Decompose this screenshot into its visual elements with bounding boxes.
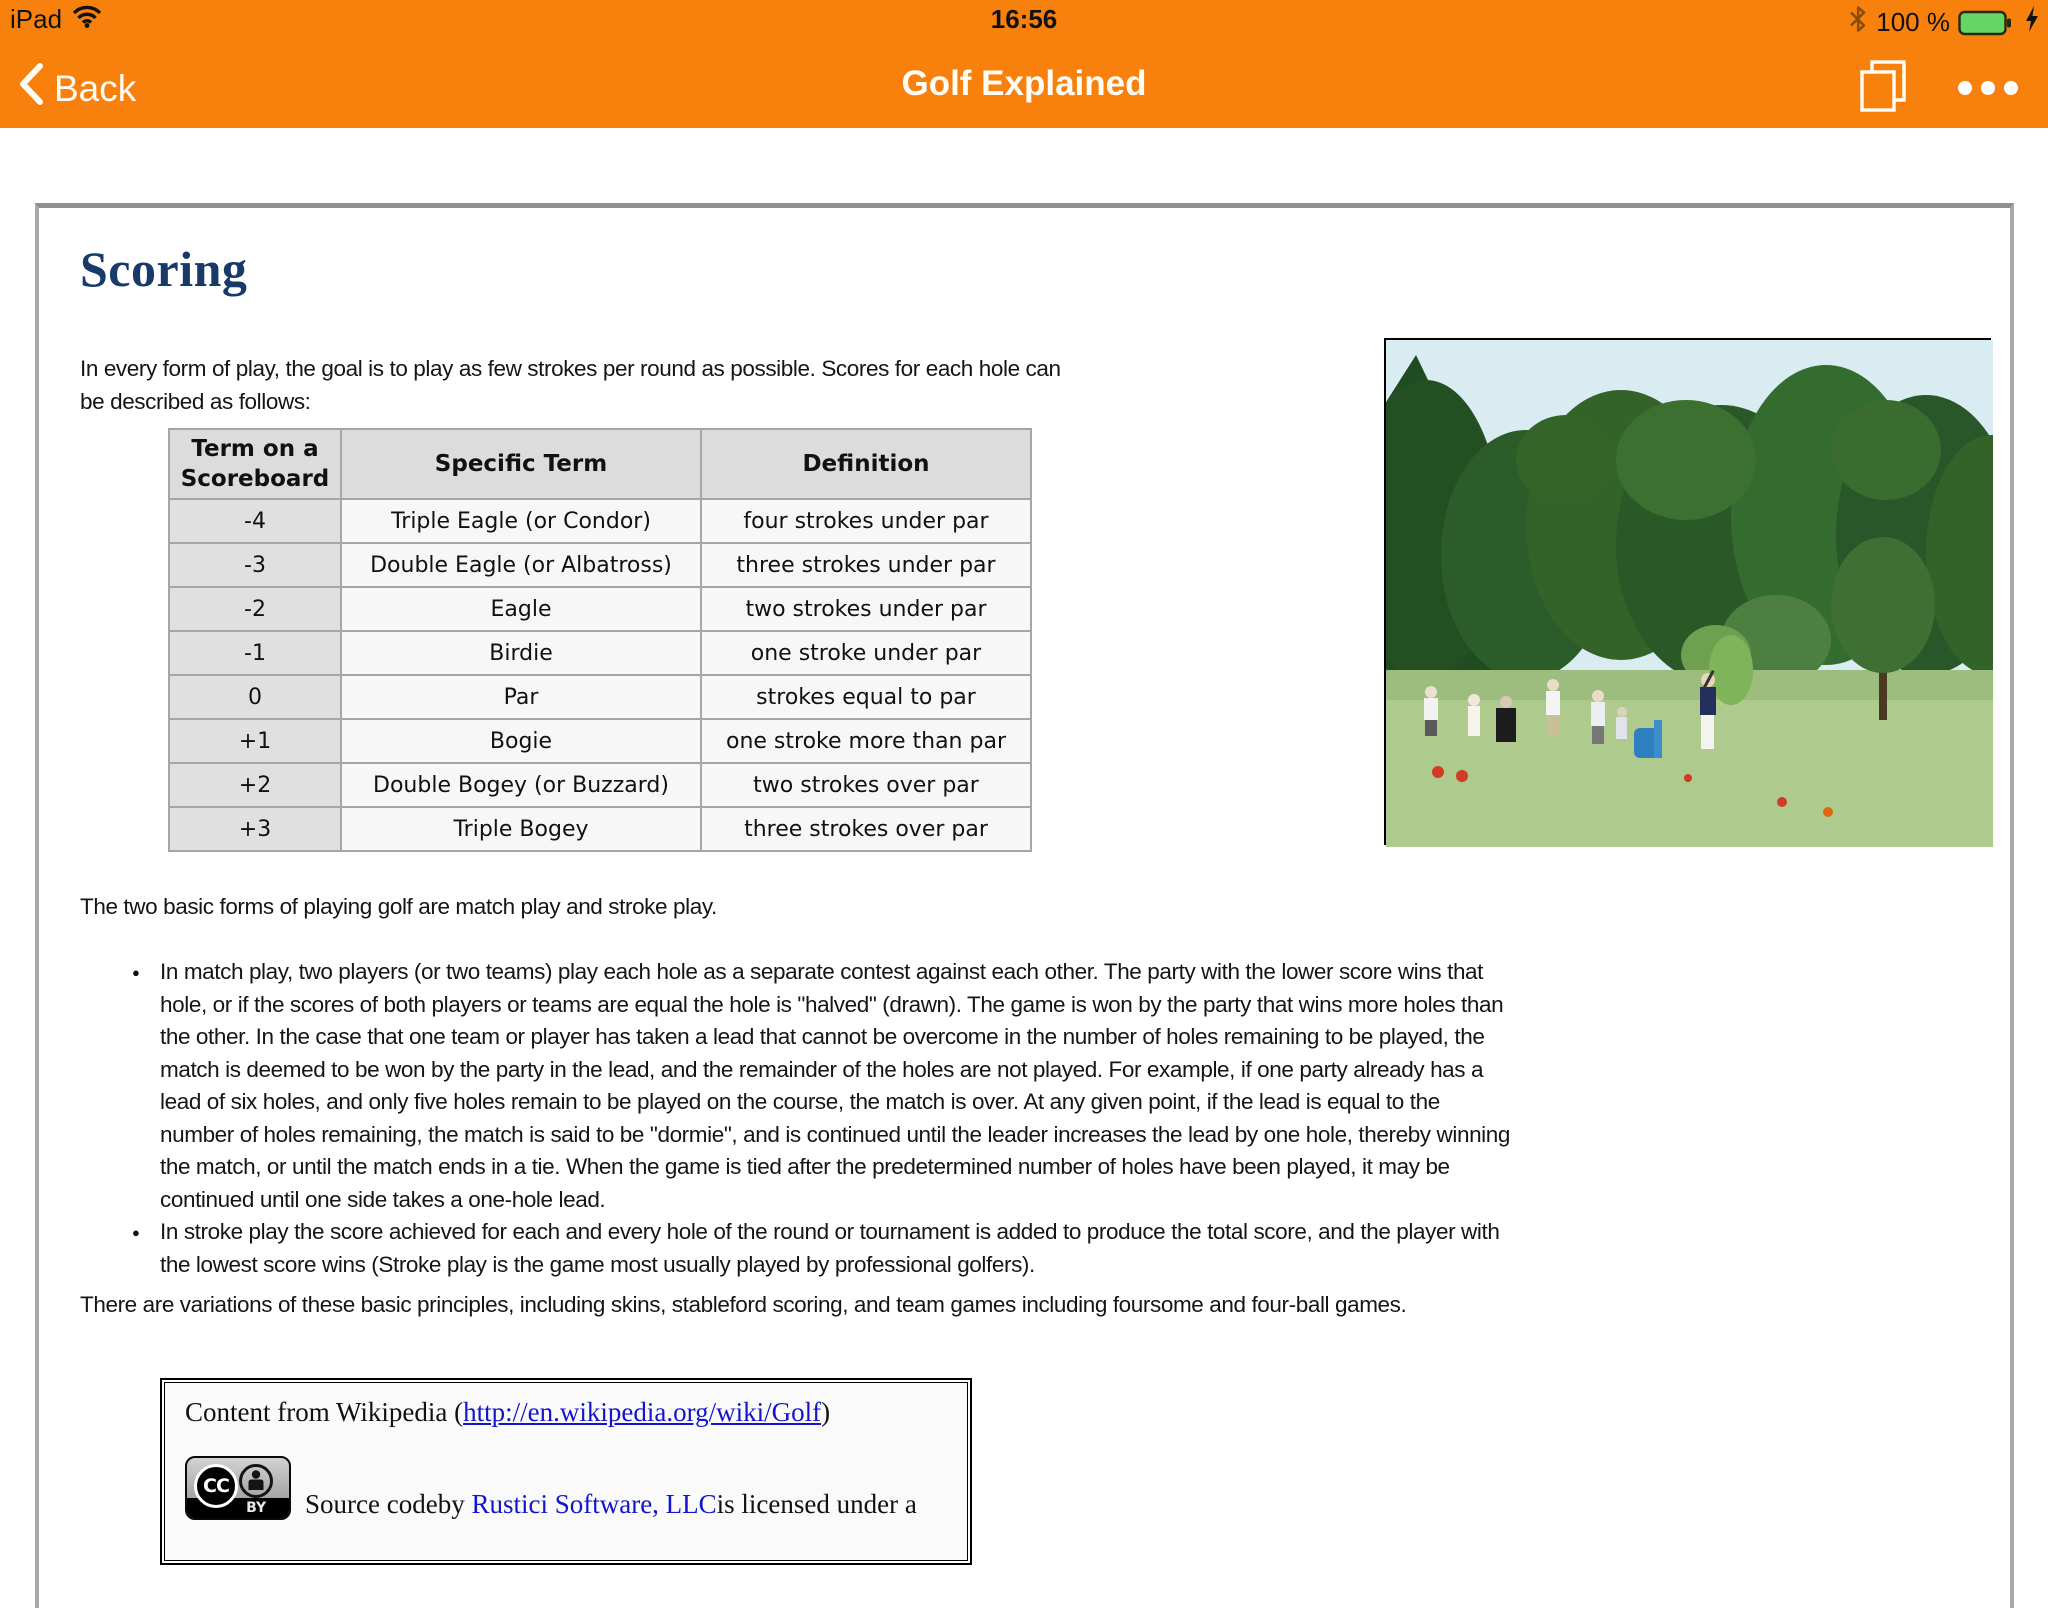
column-header: Specific Term <box>341 429 701 499</box>
device-label: iPad <box>10 4 63 34</box>
charging-bolt-icon <box>2024 5 2040 40</box>
more-menu-icon[interactable] <box>1958 81 2018 95</box>
battery-percent: 100 % <box>1876 7 1950 37</box>
table-row <box>169 631 1031 675</box>
forms-paragraph: The two basic forms of playing golf are match play and stroke play. <box>80 894 717 919</box>
back-label: Back <box>54 67 137 109</box>
license-box <box>160 1378 972 1565</box>
intro-paragraph: In every form of play, the goal is to play as few strokes per round as possible. Scores for each hole can be described as follows: <box>80 356 1061 414</box>
term-cell: 0 <box>169 675 341 719</box>
table-row <box>169 587 1031 631</box>
term-cell: +2 <box>169 763 341 807</box>
source-prefix: Source code <box>305 1489 438 1519</box>
golf-course-photo <box>1384 338 1991 845</box>
definition-cell: three strokes under par <box>701 543 1031 587</box>
section-heading: Scoring <box>80 241 248 297</box>
definition-cell: four strokes under par <box>701 499 1031 543</box>
navigation-bar <box>0 40 2048 128</box>
table-row <box>169 543 1031 587</box>
clock: 16:56 <box>990 4 1058 34</box>
specific-cell: Double Eagle (or Albatross) <box>341 543 701 587</box>
specific-cell: Triple Bogey <box>341 807 701 851</box>
table-row <box>169 499 1031 543</box>
list-item: ● In stroke play the score achieved for each and every hole of the round or tournament is added to produce the total score, and the player with the lowest score wins (Stroke play is the game most usually played by professional golfers). <box>80 1216 1510 1281</box>
definition-cell: one stroke more than par <box>701 719 1031 763</box>
attribution-prefix: Content from Wikipedia ( <box>185 1397 464 1427</box>
pages-icon[interactable] <box>1852 54 1914 121</box>
definition-cell: strokes equal to par <box>701 675 1031 719</box>
column-header: Definition <box>701 429 1031 499</box>
attribution-suffix: ) <box>821 1397 831 1427</box>
specific-cell: Triple Eagle (or Condor) <box>341 499 701 543</box>
term-cell: -3 <box>169 543 341 587</box>
source-license-text <box>305 1489 917 1520</box>
source-suffix: is licensed under a <box>716 1489 917 1519</box>
specific-cell: Par <box>341 675 701 719</box>
battery-icon <box>1958 9 2016 37</box>
column-header: Term on a Scoreboard <box>169 429 341 499</box>
specific-cell: Eagle <box>341 587 701 631</box>
table-header-row <box>169 429 1031 499</box>
table-row <box>169 807 1031 851</box>
wikipedia-attribution <box>185 1397 947 1428</box>
term-cell: -4 <box>169 499 341 543</box>
table-row <box>169 675 1031 719</box>
scoring-table <box>168 428 1032 852</box>
term-cell: +1 <box>169 719 341 763</box>
list-item: ● In match play, two players (or two teams) play each hole as a separate contest against each other. The party with the lower score wins that hole, or if the scores of both players or teams are equal the hole is "halved" (drawn). The game is won by the party that wins more holes than the other. In the case that one team or player has taken a lead that cannot be overcome in the number of holes remaining to be played, the match is deemed to be won by the party in the lead, and the remainder of the holes are not played. For example, if one party already has a lead of six holes, and only five holes remain to be played on the course, the match is over. At any given point, if the lead is equal to the number of holes remaining, the match is said to be "dormie", and is continued until the leader increases the lead by one hole, thereby winning the match, or until the match ends in a tie. When the game is tied after the predetermined number of holes have been played, it may be continued until one side takes a one-hole lead. <box>80 956 1510 1216</box>
definition-cell: two strokes over par <box>701 763 1031 807</box>
specific-cell: Double Bogey (or Buzzard) <box>341 763 701 807</box>
page-title: Golf Explained <box>901 64 1147 103</box>
wikipedia-link[interactable]: http://en.wikipedia.org/wiki/Golf <box>463 1397 822 1427</box>
status-bar <box>0 0 2048 40</box>
table-row <box>169 763 1031 807</box>
term-cell: -2 <box>169 587 341 631</box>
by-label: BY <box>246 1500 267 1516</box>
specific-cell: Birdie <box>341 631 701 675</box>
play-types-list <box>80 956 1510 1281</box>
rustici-software-link[interactable]: Rustici Software, LLC <box>471 1489 717 1519</box>
definition-cell: two strokes under par <box>701 587 1031 631</box>
bluetooth-icon <box>1848 4 1868 41</box>
table-row <box>169 719 1031 763</box>
definition-cell: three strokes over par <box>701 807 1031 851</box>
specific-cell: Bogie <box>341 719 701 763</box>
cc-logo-icon: CC <box>194 1464 238 1508</box>
term-cell: +3 <box>169 807 341 851</box>
source-license-row <box>185 1456 947 1520</box>
source-by: by <box>437 1489 472 1519</box>
definition-cell: one stroke under par <box>701 631 1031 675</box>
content-frame <box>35 203 2014 1608</box>
cc-by-badge-icon <box>185 1456 291 1520</box>
variations-paragraph: There are variations of these basic principles, including skins, stableford scoring, and team games including foursome and four-ball games. <box>80 1292 1407 1317</box>
term-cell: -1 <box>169 631 341 675</box>
